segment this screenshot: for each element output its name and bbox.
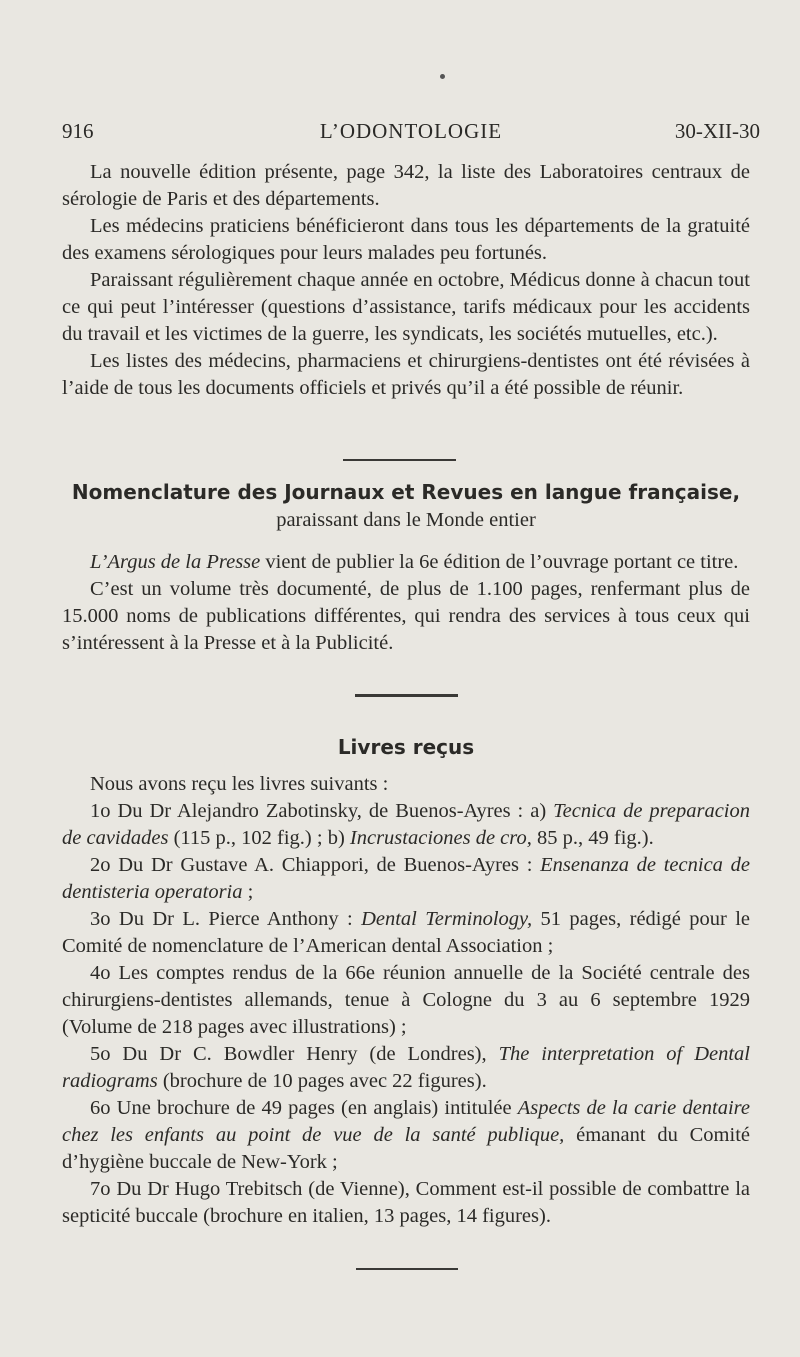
paragraph: C’est un volume très documenté, de plus de 1.100 pages, renfermant plus de 15.000 noms de publications différentes, qui rendra des services à tous ceux qui s’intéressent à la Presse et à la Publicité. — [62, 578, 750, 654]
issue-date: 30-XII-30 — [674, 119, 760, 143]
livres-section — [62, 771, 750, 1230]
printing-speck — [440, 74, 445, 79]
list-item: 2o Du Dr Gustave A. Chiappori, de Buenos-Ayres : Ensenanza de tecnica de dentisteria operatoria ; — [62, 854, 750, 903]
section-divider — [356, 1268, 458, 1270]
section-subheading: paraissant dans le Monde entier — [276, 509, 536, 531]
list-item: 6o Une brochure de 49 pages (en anglais) intitulée Aspects de la carie dentaire chez les enfants au point de vue de la santé publique, émanant du Comité d’hygiène buccale de New-York ; — [62, 1097, 750, 1173]
paragraph: Nous avons reçu les livres suivants : — [90, 773, 389, 795]
section-divider — [355, 694, 458, 697]
paragraph: L’Argus de la Presse vient de publier la 6e édition de l’ouvrage portant ce titre. — [90, 551, 739, 573]
running-header — [62, 119, 760, 145]
list-item: 4o Les comptes rendus de la 66e réunion annuelle de la Société centrale des chirurgiens-dentistes allemands, tenue à Cologne du 3 au 6 septembre 1929 (Volume de 218 pages avec illustrations) ; — [62, 962, 750, 1038]
list-item: 1o Du Dr Alejandro Zabotinsky, de Buenos-Ayres : a) Tecnica de preparacion de cavidades (115 p., 102 fig.) ; b) Incrustaciones de cro, 85 p., 49 fig.). — [62, 800, 751, 849]
section-heading-livres: Livres reçus — [337, 735, 475, 759]
list-item: 3o Du Dr L. Pierce Anthony : Dental Terminology, 51 pages, rédigé pour le Comité de nomenclature de l’American dental Association ; — [62, 908, 750, 957]
journal-title: L’ODONTOLOGIE — [319, 119, 503, 143]
list-item: 5o Du Dr C. Bowdler Henry (de Londres), The interpretation of Dental radiograms (brochure de 10 pages avec 22 figures). — [62, 1043, 750, 1092]
publication-title: L’Argus de la Presse — [90, 551, 261, 573]
paragraph: La nouvelle édition présente, page 342, la liste des Laboratoires centraux de sérologie de Paris et des départements. — [62, 161, 750, 210]
nomenclature-section — [62, 549, 750, 657]
page-number: 916 — [62, 119, 94, 143]
paragraph: Les médecins praticiens bénéficieront dans tous les départements de la gratuité des examens sérologiques pour leurs malades peu fortunés. — [62, 215, 750, 264]
section-heading-nomenclature: Nomenclature des Journaux et Revues en langue française, — [71, 480, 741, 504]
list-item: 7o Du Dr Hugo Trebitsch (de Vienne), Comment est-il possible de combattre la septicité buccale (brochure en italien, 13 pages, 14 figures). — [62, 1178, 750, 1227]
section-divider — [343, 459, 456, 461]
intro-section — [62, 159, 750, 402]
paragraph: Les listes des médecins, pharmaciens et chirurgiens-dentistes ont été révisées à l’aide de tous les documents officiels et privés qu’il a été possible de réunir. — [62, 350, 750, 399]
paragraph: Paraissant régulièrement chaque année en octobre, Médicus donne à chacun tout ce qui peut l’intéresser (questions d’assistance, tarifs médicaux pour les accidents du travail et les victimes de la guerre, les syndicats, les sociétés mutuelles, etc.). — [62, 269, 750, 345]
